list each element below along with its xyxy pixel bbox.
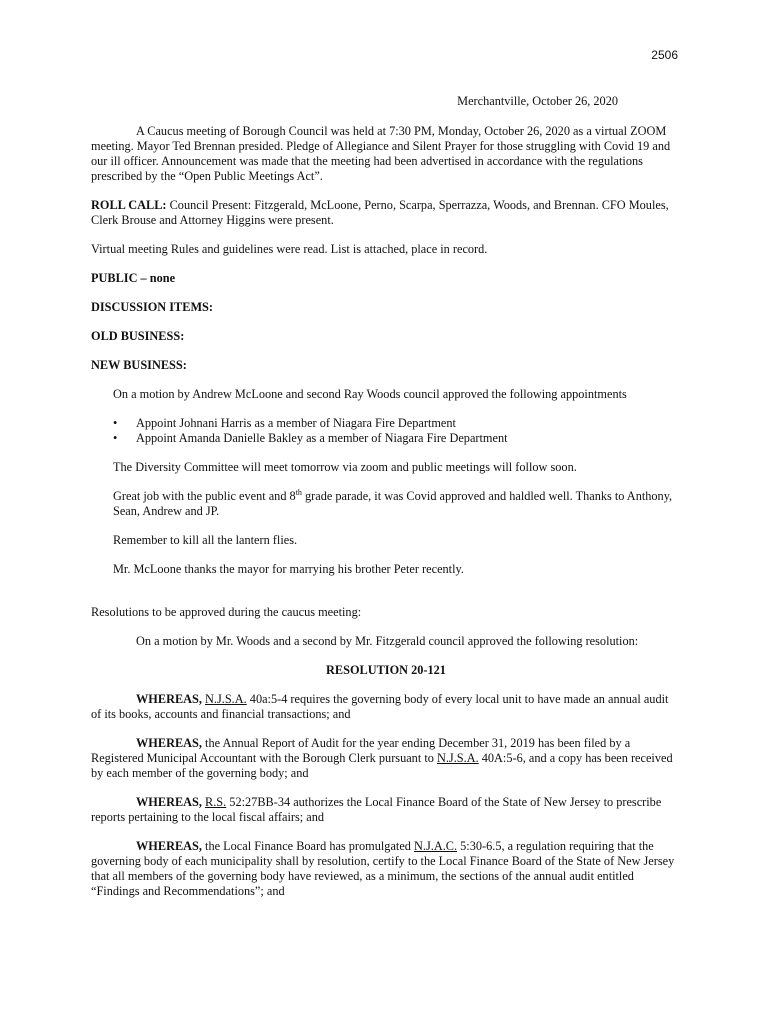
statute-reference: N.J.S.A. <box>205 692 247 706</box>
document-body <box>91 94 681 913</box>
whereas-label: WHEREAS, <box>136 795 202 809</box>
whereas-2-text-a: the Annual Report of Audit for the year ending December 31, 2019 has been filed by a Registered Municipal Accountant with the Borough Clerk pursuant to <box>91 736 631 765</box>
resolutions-intro: Resolutions to be approved during the caucus meeting: <box>91 605 362 619</box>
whereas-4-text-a: the Local Finance Board has promulgated <box>201 839 415 853</box>
statute-reference: R.S. <box>205 795 227 809</box>
whereas-4-text-b: 5:30-6.5, a regulation requiring that the governing body of each municipality shall by resolution, certify to the Local Finance Board of the State of New Jersey that all members of the governing body have reviewed, as a minimum, the sections of the annual audit entitled “Findings and Recommendations”; and <box>91 839 675 898</box>
new-business-heading <box>91 358 681 373</box>
old-business-heading <box>91 329 681 344</box>
whereas-3 <box>91 795 681 825</box>
roll-call-text: Council Present: Fitzgerald, McLoone, Perno, Scarpa, Sperrazza, Woods, and Brennan. CFO Moules, Clerk Brouse and Attorney Higgins were present. <box>91 198 669 227</box>
whereas-label: WHEREAS, <box>136 839 202 853</box>
page-number: 2506 <box>651 48 678 62</box>
whereas-3-text: 52:27BB-34 authorizes the Local Finance Board of the State of New Jersey to prescribe reports pertaining to the local fiscal affairs; and <box>91 795 662 824</box>
appointments-motion: On a motion by Andrew McLoone and second Ray Woods council approved the following appointments <box>113 387 627 401</box>
appointments-list <box>113 416 681 446</box>
roll-call-paragraph <box>91 198 681 228</box>
roll-call-label: ROLL CALL: <box>91 198 167 212</box>
list-item: • Appoint Johnani Harris as a member of Niagara Fire Department <box>113 416 681 431</box>
thanks-paragraph: Mr. McLoone thanks the mayor for marrying his brother Peter recently. <box>113 562 464 576</box>
statute-reference: N.J.S.A. <box>436 751 479 765</box>
whereas-1-text: 40a:5-4 requires the governing body of every local unit to have made an annual audit of its books, accounts and financial transactions; and <box>91 692 669 721</box>
list-item: • Appoint Amanda Danielle Bakley as a member of Niagara Fire Department <box>113 431 681 446</box>
whereas-1 <box>91 692 681 722</box>
spacer <box>91 591 681 605</box>
great-job-superscript: th <box>295 487 302 497</box>
whereas-4 <box>91 839 681 899</box>
virtual-rules-paragraph: Virtual meeting Rules and guidelines were read. List is attached, place in record. <box>91 242 488 256</box>
old-business-heading-text: OLD BUSINESS: <box>91 329 185 343</box>
whereas-2 <box>91 736 681 781</box>
whereas-label: WHEREAS, <box>136 736 202 750</box>
discussion-heading-text: DISCUSSION ITEMS: <box>91 300 213 314</box>
public-heading-text: PUBLIC – none <box>91 271 176 285</box>
new-business-heading-text: NEW BUSINESS: <box>91 358 187 372</box>
resolutions-motion: On a motion by Mr. Woods and a second by Mr. Fitzgerald council approved the following resolution: <box>136 634 639 648</box>
great-job-text-b: grade parade, it was Covid approved and haldled well. Thanks to Anthony, Sean, Andrew and JP. <box>113 489 673 518</box>
whereas-label: WHEREAS, <box>136 692 202 706</box>
public-heading <box>91 271 681 286</box>
great-job-text-a: Great job with the public event and 8 <box>113 489 296 503</box>
diversity-paragraph: The Diversity Committee will meet tomorrow via zoom and public meetings will follow soon. <box>113 460 577 474</box>
lantern-paragraph: Remember to kill all the lantern flies. <box>113 533 298 547</box>
whereas-2-text-b: 40A:5-6, and a copy has been received by each member of the governing body; and <box>91 751 673 780</box>
statute-reference: N.J.A.C. <box>414 839 458 853</box>
resolution-title <box>91 663 681 678</box>
dateline: Merchantville, October 26, 2020 <box>457 94 618 108</box>
intro-paragraph: A Caucus meeting of Borough Council was held at 7:30 PM, Monday, October 26, 2020 as a virtual ZOOM meeting. Mayor Ted Brennan presided. Pledge of Allegiance and Silent Prayer for those struggling with Covid 19 and our ill officer. Announcement was made that the meeting had been advertised in accordance with the regulations prescribed by the “Open Public Meetings Act”. <box>91 124 671 183</box>
discussion-heading <box>91 300 681 315</box>
resolution-title-text: RESOLUTION 20-121 <box>326 663 446 677</box>
great-job-paragraph <box>113 489 681 519</box>
